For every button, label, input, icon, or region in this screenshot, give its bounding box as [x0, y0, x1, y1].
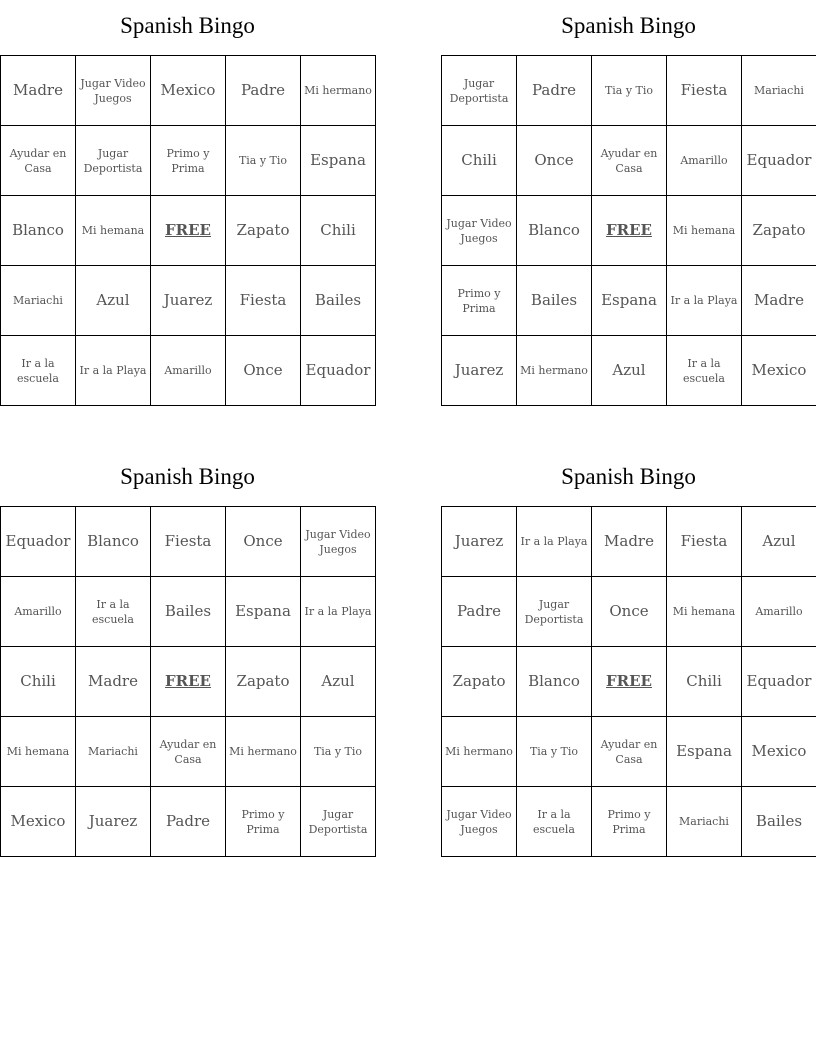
bingo-grid	[0, 55, 376, 406]
bingo-cell: Chili	[667, 647, 742, 717]
bingo-cell: Chili	[1, 647, 76, 717]
card-title: Spanish Bingo	[561, 464, 696, 489]
bingo-cell: Fiesta	[667, 56, 742, 126]
free-space: FREE	[151, 647, 226, 717]
bingo-cell: Tia y Tio	[517, 717, 592, 787]
bingo-cell: Ir a la Playa	[517, 507, 592, 577]
bingo-cell: Juarez	[442, 507, 517, 577]
bingo-card-3	[0, 451, 375, 857]
bingo-cell: Ayudar en Casa	[592, 717, 667, 787]
bingo-cell: Jugar Video Juegos	[442, 196, 517, 266]
bingo-cell: Juarez	[76, 787, 151, 857]
bingo-cell: Zapato	[226, 196, 301, 266]
bingo-cell: Ayudar en Casa	[592, 126, 667, 196]
bingo-cell: Chili	[301, 196, 376, 266]
bingo-cell: Zapato	[442, 647, 517, 717]
bingo-cell: Zapato	[226, 647, 301, 717]
bingo-cell: Mi hemana	[667, 577, 742, 647]
bingo-cell: Mi hermano	[517, 336, 592, 406]
bingo-cell: Once	[226, 336, 301, 406]
bingo-row	[1, 507, 376, 577]
bingo-cell: Tia y Tio	[226, 126, 301, 196]
bingo-cell: Espana	[226, 577, 301, 647]
bingo-cell: Mi hemana	[667, 196, 742, 266]
bingo-cell: Mariachi	[667, 787, 742, 857]
bingo-cell: Mexico	[742, 336, 816, 406]
bingo-grid	[441, 506, 816, 857]
bingo-cell: Blanco	[1, 196, 76, 266]
bingo-cell: Tia y Tio	[301, 717, 376, 787]
bingo-cell: Ir a la escuela	[667, 336, 742, 406]
bingo-cell: Equador	[742, 647, 816, 717]
bingo-cell: Azul	[76, 266, 151, 336]
bingo-cell: Fiesta	[667, 507, 742, 577]
bingo-cell: Mi hermano	[301, 56, 376, 126]
bingo-cell: Jugar Video Juegos	[301, 507, 376, 577]
bingo-cell: Ir a la escuela	[1, 336, 76, 406]
bingo-row	[442, 787, 816, 857]
bingo-card-4	[441, 451, 816, 857]
bingo-row	[442, 196, 816, 266]
bingo-cell: Bailes	[742, 787, 816, 857]
bingo-cell: Blanco	[76, 507, 151, 577]
bingo-cell: Jugar Video Juegos	[76, 56, 151, 126]
bingo-cell: Madre	[742, 266, 816, 336]
bingo-cell: Chili	[442, 126, 517, 196]
bingo-cell: Bailes	[301, 266, 376, 336]
bingo-cell: Bailes	[517, 266, 592, 336]
bingo-cell: Ayudar en Casa	[151, 717, 226, 787]
bingo-cell: Ir a la escuela	[76, 577, 151, 647]
bingo-row	[442, 266, 816, 336]
bingo-row	[442, 577, 816, 647]
bingo-cell: Padre	[151, 787, 226, 857]
bingo-row	[442, 647, 816, 717]
bingo-cell: Jugar Deportista	[442, 56, 517, 126]
bingo-grid	[441, 55, 816, 406]
bingo-cell: Ir a la escuela	[517, 787, 592, 857]
bingo-cell: Mariachi	[1, 266, 76, 336]
bingo-cell: Mi hermano	[226, 717, 301, 787]
bingo-cell: Equador	[301, 336, 376, 406]
bingo-cell: Padre	[442, 577, 517, 647]
bingo-cell: Azul	[592, 336, 667, 406]
bingo-cell: Padre	[517, 56, 592, 126]
bingo-cell: Equador	[1, 507, 76, 577]
bingo-cell: Amarillo	[667, 126, 742, 196]
bingo-cell: Mexico	[1, 787, 76, 857]
card-title: Spanish Bingo	[561, 13, 696, 38]
bingo-card-2	[441, 0, 816, 406]
bingo-cell: Jugar Deportista	[301, 787, 376, 857]
bingo-cell: Mi hemana	[76, 196, 151, 266]
bingo-cell: Mi hermano	[442, 717, 517, 787]
bingo-cell: Mi hemana	[1, 717, 76, 787]
free-space: FREE	[151, 196, 226, 266]
bingo-grid	[0, 506, 376, 857]
bingo-cell: Once	[226, 507, 301, 577]
bingo-cell: Azul	[301, 647, 376, 717]
bingo-row	[1, 717, 376, 787]
bingo-cell: Fiesta	[151, 507, 226, 577]
bingo-row	[442, 336, 816, 406]
bingo-row	[1, 126, 376, 196]
bingo-cell: Mexico	[151, 56, 226, 126]
bingo-cell: Padre	[226, 56, 301, 126]
bingo-row	[1, 266, 376, 336]
bingo-row	[1, 196, 376, 266]
bingo-cell: Once	[517, 126, 592, 196]
bingo-cell: Juarez	[442, 336, 517, 406]
bingo-cell: Mariachi	[76, 717, 151, 787]
bingo-cell: Espana	[667, 717, 742, 787]
bingo-cell: Equador	[742, 126, 816, 196]
bingo-cell: Mariachi	[742, 56, 816, 126]
bingo-cell: Primo y Prima	[592, 787, 667, 857]
free-space: FREE	[592, 647, 667, 717]
bingo-cell: Blanco	[517, 647, 592, 717]
bingo-row	[442, 56, 816, 126]
bingo-cell: Blanco	[517, 196, 592, 266]
bingo-cell: Once	[592, 577, 667, 647]
bingo-cell: Azul	[742, 507, 816, 577]
bingo-cell: Primo y Prima	[442, 266, 517, 336]
bingo-cell: Fiesta	[226, 266, 301, 336]
bingo-cell: Ir a la Playa	[301, 577, 376, 647]
bingo-row	[1, 336, 376, 406]
bingo-cell: Zapato	[742, 196, 816, 266]
card-title: Spanish Bingo	[120, 13, 255, 38]
bingo-cell: Amarillo	[1, 577, 76, 647]
bingo-cell: Madre	[76, 647, 151, 717]
bingo-cell: Ayudar en Casa	[1, 126, 76, 196]
bingo-cell: Amarillo	[151, 336, 226, 406]
bingo-cell: Primo y Prima	[226, 787, 301, 857]
bingo-card-1	[0, 0, 375, 406]
bingo-cell: Espana	[301, 126, 376, 196]
bingo-cell: Madre	[592, 507, 667, 577]
bingo-row	[1, 56, 376, 126]
bingo-cell: Jugar Deportista	[76, 126, 151, 196]
bingo-row	[1, 647, 376, 717]
bingo-cell: Amarillo	[742, 577, 816, 647]
bingo-row	[442, 126, 816, 196]
card-title: Spanish Bingo	[120, 464, 255, 489]
bingo-row	[442, 717, 816, 787]
bingo-row	[442, 507, 816, 577]
bingo-cell: Primo y Prima	[151, 126, 226, 196]
bingo-cell: Juarez	[151, 266, 226, 336]
bingo-cell: Jugar Deportista	[517, 577, 592, 647]
free-space: FREE	[592, 196, 667, 266]
bingo-cell: Ir a la Playa	[76, 336, 151, 406]
bingo-cell: Ir a la Playa	[667, 266, 742, 336]
bingo-cell: Jugar Video Juegos	[442, 787, 517, 857]
bingo-cell: Mexico	[742, 717, 816, 787]
bingo-row	[1, 787, 376, 857]
bingo-cell: Tia y Tio	[592, 56, 667, 126]
bingo-cell: Bailes	[151, 577, 226, 647]
bingo-cell: Madre	[1, 56, 76, 126]
bingo-row	[1, 577, 376, 647]
bingo-cell: Espana	[592, 266, 667, 336]
